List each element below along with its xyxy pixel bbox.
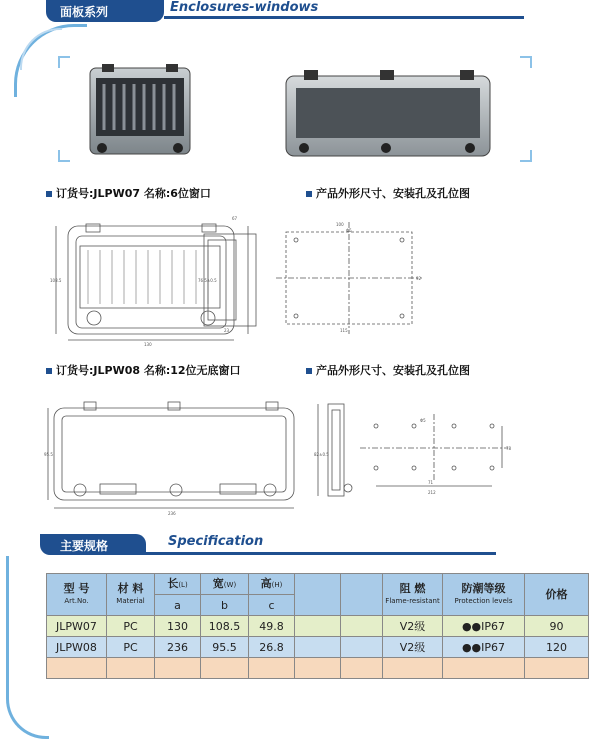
header-price: 价格 <box>525 574 589 616</box>
dimension-title-1: 产品外形尺寸、安装孔及孔位图 <box>306 185 470 201</box>
header-length-sym: a <box>155 595 201 616</box>
drawing-jlpw07 <box>48 206 280 346</box>
cell-material: PC <box>107 637 155 658</box>
droplet-icon: ●● <box>461 619 482 633</box>
cell-height: 26.8 <box>249 637 295 658</box>
table-row <box>47 637 589 658</box>
hole-label-dia-2: Φ5 <box>420 418 426 423</box>
table-row <box>47 616 589 637</box>
droplet-icon: ●● <box>461 640 482 654</box>
table-row-empty <box>47 658 589 679</box>
header-material: 材 料 Material <box>107 574 155 616</box>
decorative-curve-bottom <box>6 556 49 739</box>
frame-corner-tl <box>58 56 70 68</box>
mounting-drawing-jlpw07 <box>276 218 426 338</box>
header-model: 型 号 Art.No. <box>47 574 107 616</box>
dim-label-bottom: 23 <box>224 328 230 333</box>
cell-width: 95.5 <box>201 637 249 658</box>
spec-title-en: Specification <box>168 534 264 549</box>
dim-label-top: 67 <box>232 216 238 221</box>
cell-length: 236 <box>155 637 201 658</box>
header-blank-2 <box>341 574 383 616</box>
cell-blank <box>295 637 341 658</box>
table-header-row <box>47 574 589 595</box>
header-title-en: Enclosures-windows <box>170 0 319 15</box>
cell-flame: V2级 <box>383 616 443 637</box>
cell-blank <box>341 637 383 658</box>
frame-corner-br <box>520 150 532 162</box>
dim-label-height: 108.5 <box>50 278 62 283</box>
cell-protection: ●●IP67 <box>443 616 525 637</box>
header-title-cn: 面板系列 <box>60 5 109 19</box>
spec-rule <box>146 552 496 555</box>
cell-height: 49.8 <box>249 616 295 637</box>
header-flame: 阻 燃 Flame-resistant <box>383 574 443 616</box>
product-photo-jlpw08 <box>282 66 494 162</box>
cell-material: PC <box>107 616 155 637</box>
spec-title-cn: 主要规格 <box>60 539 109 553</box>
cell-model: JLPW08 <box>47 637 107 658</box>
mounting-drawing-jlpw08 <box>360 410 520 498</box>
order-title-1: 订货号:JLPW07 名称:6位窗口 <box>46 185 211 201</box>
dim-label-width: 130 <box>144 342 152 346</box>
frame-corner-tr <box>520 56 532 68</box>
dim-label-mid-2: 82±0.5 <box>314 452 329 457</box>
cell-width: 108.5 <box>201 616 249 637</box>
hole-label-b-2: 212 <box>428 490 436 495</box>
hole-label-w: 100 <box>336 222 344 227</box>
header-width: 宽(W) <box>201 574 249 595</box>
header-height-sym: c <box>249 595 295 616</box>
drawing-jlpw08 <box>44 394 304 518</box>
order-title-2: 订货号:JLPW08 名称:12位无底窗口 <box>46 362 241 378</box>
header-protection: 防潮等级 Protection levels <box>443 574 525 616</box>
cell-flame: V2级 <box>383 637 443 658</box>
dim-label-height-2: 95.5 <box>44 452 53 457</box>
hole-label-v-2: 78 <box>506 446 512 451</box>
hole-label-a-2: 71 <box>428 480 434 485</box>
hole-label-h: 115 <box>340 328 348 333</box>
header-width-sym: b <box>201 595 249 616</box>
cell-price: 90 <box>525 616 589 637</box>
product-photo-jlpw07 <box>86 60 196 160</box>
frame-corner-bl <box>58 150 70 162</box>
header-blank-1 <box>295 574 341 616</box>
hole-label-dia: Φ5 <box>346 228 352 233</box>
spec-table <box>46 573 589 679</box>
cell-length: 130 <box>155 616 201 637</box>
dim-label-mid: 76.5±0.5 <box>198 278 217 283</box>
hole-label-v: 92 <box>416 276 422 281</box>
decorative-curve-inner <box>20 28 62 70</box>
header-length: 长(L) <box>155 574 201 595</box>
header-height: 高(H) <box>249 574 295 595</box>
cell-blank <box>341 616 383 637</box>
dim-label-width-2: 236 <box>168 511 176 516</box>
cell-protection: ●●IP67 <box>443 637 525 658</box>
dimension-title-2: 产品外形尺寸、安装孔及孔位图 <box>306 362 470 378</box>
side-drawing-jlpw08 <box>312 398 356 502</box>
cell-blank <box>295 616 341 637</box>
header-rule <box>164 16 524 19</box>
cell-price: 120 <box>525 637 589 658</box>
cell-model: JLPW07 <box>47 616 107 637</box>
